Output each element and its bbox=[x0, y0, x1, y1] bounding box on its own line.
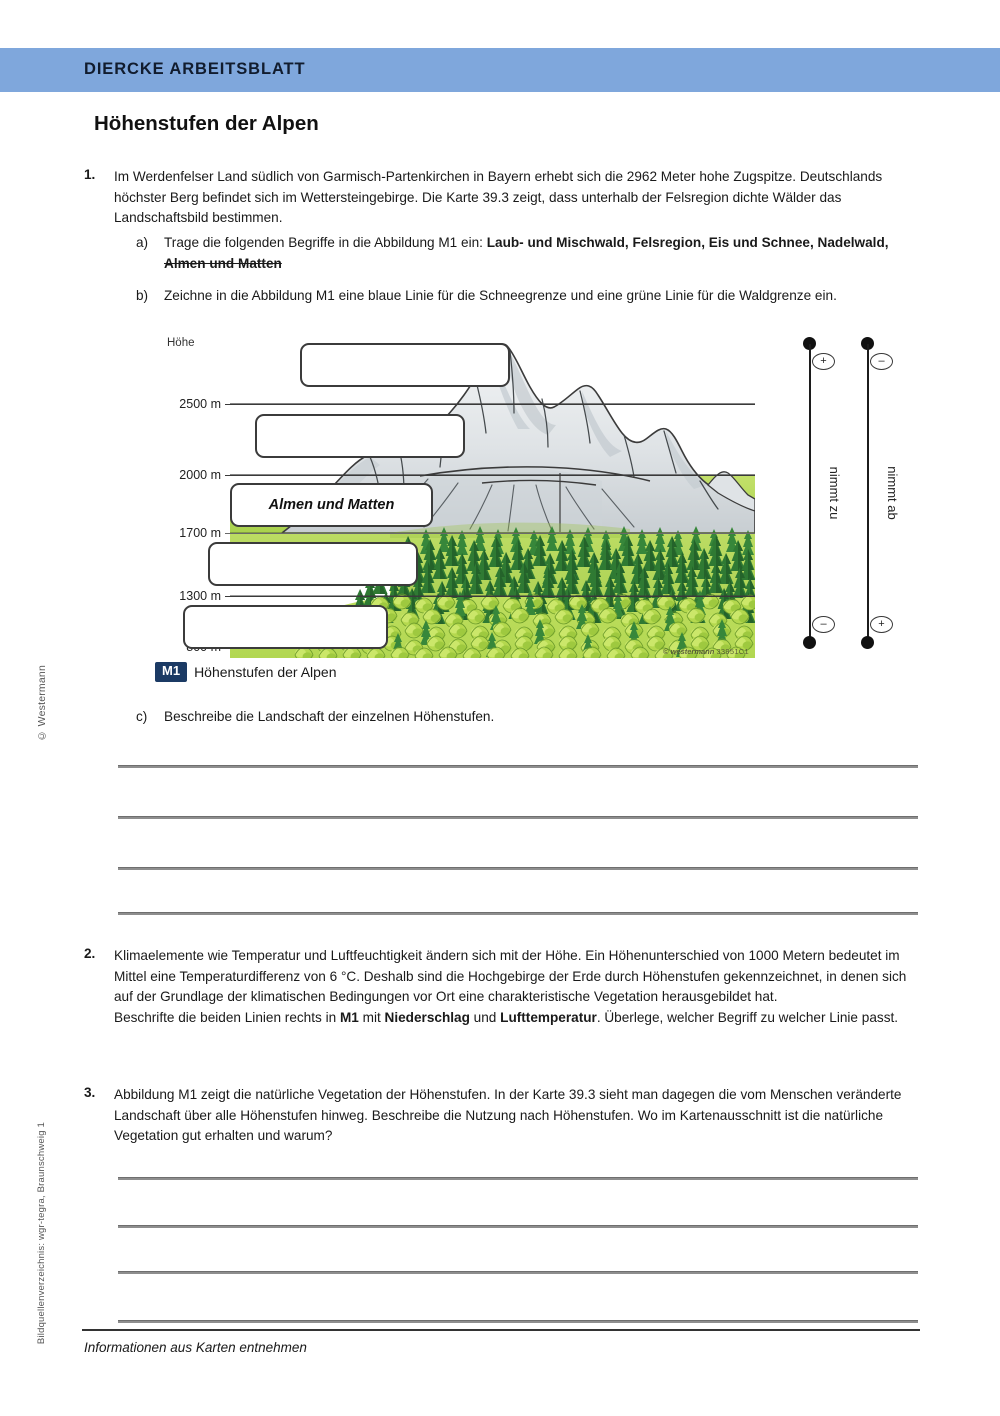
elev-tick-1300: 1300 m bbox=[179, 589, 221, 603]
axis-label-nimmt-ab: nimmt ab bbox=[885, 466, 901, 520]
task-2-paragraph-2 bbox=[114, 1010, 898, 1025]
answer-line-1c-2[interactable] bbox=[118, 816, 918, 819]
axis-nimmt-zu[interactable] bbox=[790, 337, 842, 649]
axis-nimmt-ab[interactable] bbox=[848, 337, 901, 649]
image-source-sidebar: Bildquellenverzeichnis: wgr-tegra, Braunschweig 1 bbox=[36, 1122, 47, 1345]
axis-bottom-sign-minus: – bbox=[812, 616, 835, 633]
elev-rule-1300 bbox=[225, 596, 755, 597]
task-1a-plain: Trage die folgenden Begriffe in die Abbildung M1 ein: bbox=[164, 235, 487, 250]
label-box-laub-und-mischwald[interactable] bbox=[183, 605, 388, 649]
elev-tick-1700: 1700 m bbox=[179, 526, 221, 540]
axis-top-sign-minus: – bbox=[870, 353, 893, 370]
task-2-body bbox=[114, 946, 919, 1029]
task-3-number: 3. bbox=[84, 1085, 96, 1100]
task-1c bbox=[136, 707, 921, 728]
answer-line-3-2[interactable] bbox=[118, 1225, 918, 1228]
page-title: Höhenstufen der Alpen bbox=[94, 112, 319, 135]
copyright-sidebar-top: © Westermann bbox=[36, 665, 48, 742]
task-2-p2-c: mit bbox=[358, 1009, 385, 1025]
axis-bottom-dot bbox=[861, 636, 874, 649]
task-2-p2-e: und bbox=[469, 1009, 501, 1025]
elev-rule-2500 bbox=[225, 404, 755, 405]
figure-caption-text: Höhenstufen der Alpen bbox=[194, 663, 337, 680]
task-2-ref-m1: M1 bbox=[339, 1009, 359, 1025]
elev-tick-2500: 2500 m bbox=[179, 397, 221, 411]
task-1a-label: a) bbox=[136, 235, 149, 250]
figure-m1 bbox=[155, 333, 755, 658]
task-1b-label: b) bbox=[136, 288, 149, 303]
axis-bottom-sign-plus: + bbox=[870, 616, 893, 633]
axis-bottom-dot bbox=[803, 636, 816, 649]
figure-right-axes bbox=[780, 333, 901, 658]
axis-stem bbox=[867, 344, 869, 642]
answer-line-1c-4[interactable] bbox=[118, 912, 918, 915]
task-1-intro: Im Werdenfelser Land südlich von Garmisch-Partenkirchen in Bayern erhebt sich die 2962 Meter hohe Zugspitze. Deutschlands höchster Berg befindet sich im Wettersteingebirge. Die Karte 39.3 zeigt, dass unterhalb der Felsregion dichte Wälder das Landschaftsbild bestimmen. bbox=[114, 169, 883, 226]
answer-line-3-4[interactable] bbox=[118, 1320, 918, 1323]
axis-label-hoehe: Höhe bbox=[167, 337, 195, 349]
task-1a-bold-terms: Laub- und Mischwald, Felsregion, Eis und Schnee, Nadelwald, bbox=[486, 235, 889, 250]
label-box-nadelwald[interactable] bbox=[208, 542, 418, 586]
answer-line-3-3[interactable] bbox=[118, 1271, 918, 1274]
task-2-paragraph-1: Klimaelemente wie Temperatur und Luftfeuchtigkeit ändern sich mit der Höhe. Ein Höhenunterschied von 1000 Metern bedeutet im Mittel eine Temperaturdifferenz von 6 °C. Deshalb sind die Hochgebirge der Erde durch Höhenstufen gekennzeichnet, in denen sich auf der Grundlage der klimatischen Bedingungen vor Ort eine charakteristische Vegetation herausgebildet hat. bbox=[114, 948, 907, 1005]
task-2-p2-a: Beschrifte die beiden Linien rechts in bbox=[114, 1009, 340, 1025]
task-1a-text bbox=[136, 233, 921, 274]
axis-stem bbox=[809, 344, 811, 642]
answer-line-1c-3[interactable] bbox=[118, 867, 918, 870]
task-2-term-lufttemperatur: Lufttemperatur bbox=[500, 1009, 597, 1025]
axis-label-nimmt-zu: nimmt zu bbox=[826, 466, 842, 520]
task-1a bbox=[136, 233, 921, 274]
task-1b-text: Zeichne in die Abbildung M1 eine blaue Linie für die Schneegrenze und eine grüne Linie für die Waldgrenze ein. bbox=[164, 288, 837, 303]
figure-caption bbox=[155, 662, 337, 682]
m1-badge: M1 bbox=[155, 662, 187, 682]
task-2-term-niederschlag: Niederschlag bbox=[384, 1009, 470, 1025]
elev-rule-1700 bbox=[225, 533, 755, 534]
task-1a-struck-term: Almen und Matten bbox=[164, 255, 282, 271]
footer-text: Informationen aus Karten entnehmen bbox=[84, 1340, 307, 1355]
label-box-eis-und-schnee[interactable] bbox=[300, 343, 510, 387]
task-2-number: 2. bbox=[84, 946, 96, 961]
task-1c-text: Beschreibe die Landschaft der einzelnen Höhenstufen. bbox=[164, 709, 495, 724]
westermann-watermark bbox=[663, 647, 749, 656]
watermark-code: 33951C1 bbox=[716, 647, 749, 656]
answer-line-1c-1[interactable] bbox=[118, 765, 918, 768]
axis-top-sign-plus: + bbox=[812, 353, 835, 370]
footer-divider bbox=[82, 1329, 920, 1331]
task-1c-label: c) bbox=[136, 709, 148, 724]
task-1-number: 1. bbox=[84, 167, 96, 182]
task-2-p2-g: . Überlege, welcher Begriff zu welcher Linie passt. bbox=[596, 1009, 899, 1025]
task-3-body: Abbildung M1 zeigt die natürliche Vegetation der Höhenstufen. In der Karte 39.3 sieht man dagegen die vom Menschen veränderte Landschaft über alle Höhenstufen hinweg. Beschreibe die Nutzung nach Höhenstufen. Wo im Kartenausschnitt ist die natürliche Vegetation gut erhalten und warum? bbox=[114, 1087, 902, 1144]
label-box-felsregion[interactable] bbox=[255, 414, 465, 458]
answer-line-3-1[interactable] bbox=[118, 1177, 918, 1180]
watermark-text: © westermann bbox=[662, 647, 715, 656]
elev-tick-2000: 2000 m bbox=[179, 468, 221, 482]
task-1b bbox=[136, 286, 921, 307]
elev-rule-2000 bbox=[225, 475, 755, 476]
brand-title: DIERCKE ARBEITSBLATT bbox=[84, 60, 306, 78]
label-box-almen-und-matten[interactable]: Almen und Matten bbox=[230, 483, 433, 527]
